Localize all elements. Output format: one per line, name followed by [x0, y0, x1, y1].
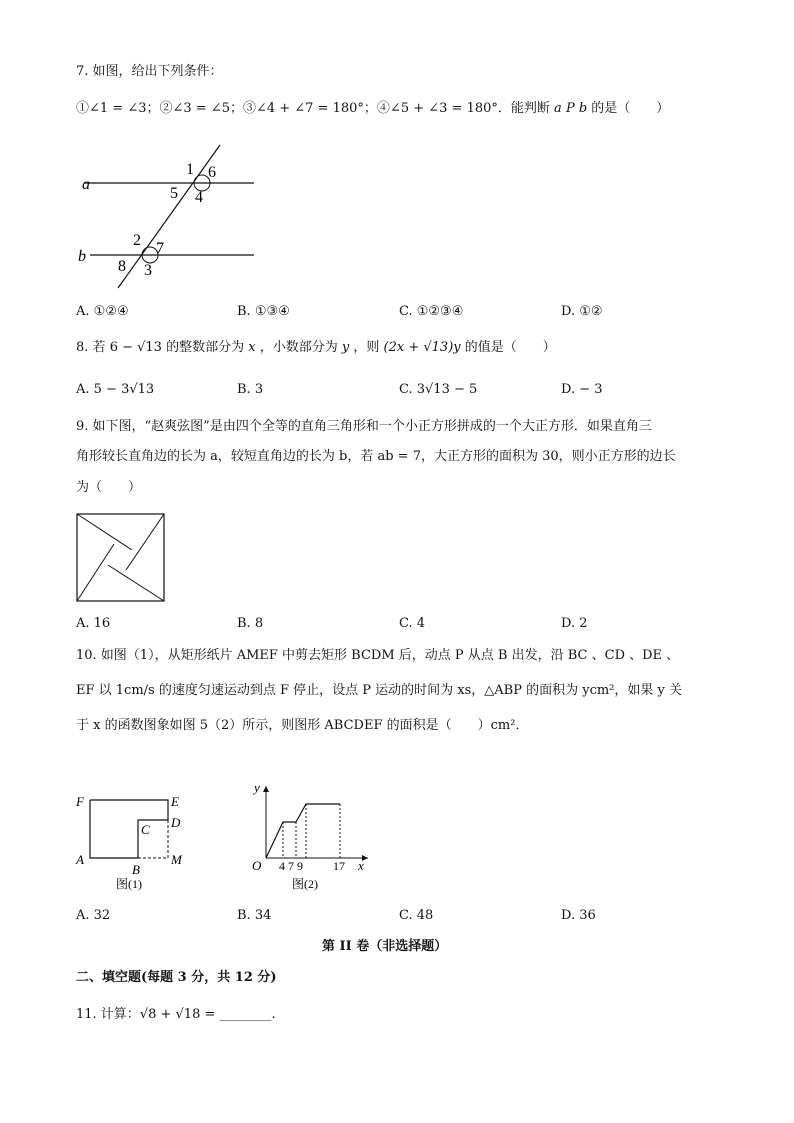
- q8-mid2: ，小数部分为: [259, 340, 338, 355]
- q10-f1-B: B: [132, 862, 140, 877]
- q10-f2-17: 17: [333, 859, 345, 873]
- q9-line3: 为（ ）: [76, 480, 142, 495]
- q8-y: y: [341, 340, 350, 355]
- q9-option-d[interactable]: D. 2: [561, 616, 588, 631]
- q7-option-d[interactable]: D. ①②: [561, 304, 603, 319]
- q7-fig-5: 5: [170, 185, 178, 202]
- q7-fig-8: 8: [118, 258, 126, 275]
- q8-expr2: (2x + √13)y: [383, 340, 461, 355]
- q10-f2-ticks: 4 7 9: [279, 859, 303, 873]
- q10-figure-1: [72, 790, 192, 900]
- q10-option-d[interactable]: D. 36: [561, 908, 596, 923]
- q7-line-b: b: [578, 101, 588, 116]
- q8-end: 的值是（ ）: [464, 340, 556, 355]
- section-title: 第 II 卷（非选择题）: [322, 939, 448, 954]
- q10-option-b[interactable]: B. 34: [237, 908, 272, 923]
- q10-line3: 于 x 的函数图象如图 5（2）所示，则图形 ABCDEF 的面积是（ ）cm²．: [76, 718, 529, 733]
- q7-fig-b: b: [78, 248, 86, 265]
- q7-fig-7: 7: [156, 240, 164, 257]
- q9-option-b[interactable]: B. 8: [237, 616, 264, 631]
- q8-expr: 6 − √13: [109, 340, 162, 355]
- q8-prefix: 8. 若: [76, 340, 106, 355]
- q7-parallel: P: [565, 101, 575, 116]
- q7-fig-6: 6: [208, 164, 216, 181]
- q7-tail: 的是（ ）: [591, 101, 670, 116]
- q9-line2: 角形较长直角边的长为 a，较短直角边的长为 b，若 ab = 7，大正方形的面积为 30，则小正方形的边长: [76, 449, 676, 464]
- q8-option-c[interactable]: C. 3√13 − 5: [399, 382, 478, 397]
- q10-option-a[interactable]: A. 32: [76, 908, 111, 923]
- q10-f1-E: E: [171, 794, 179, 809]
- q8-mid3: ，则: [353, 340, 380, 355]
- q10-line1: 10. 如图（1），从矩形纸片 AMEF 中剪去矩形 BCDM 后，动点 P 从点 B 出发，沿 BC 、CD 、DE 、: [76, 648, 680, 663]
- q7-option-a[interactable]: A. ①②④: [76, 304, 129, 319]
- q11-text: 11. 计算：√8 + √18 = ________.: [76, 1007, 276, 1022]
- q10-f1-F: F: [76, 794, 84, 809]
- q7-option-b[interactable]: B. ①③④: [237, 304, 290, 319]
- q10-f1-C: C: [141, 822, 150, 837]
- q8-mid1: 的整数部分为: [166, 340, 245, 355]
- q8-option-a[interactable]: A. 5 − 3√13: [76, 382, 155, 397]
- q9-option-a[interactable]: A. 16: [76, 616, 111, 631]
- q7-fig-4: 4: [195, 189, 203, 206]
- q9-figure: [76, 513, 166, 603]
- q10-f2-O: O: [252, 858, 262, 873]
- q7-conditions-line: [76, 99, 669, 119]
- q10-f1-D: D: [171, 815, 181, 830]
- q8-option-d[interactable]: D. − 3: [561, 382, 603, 397]
- q8-x: x: [248, 340, 256, 355]
- section-part-heading: 二、填空题(每题 3 分，共 12 分): [76, 970, 277, 985]
- q10-option-c[interactable]: C. 48: [399, 908, 434, 923]
- q7-fig-2: 2: [133, 232, 141, 249]
- q7-fig-a: a: [82, 176, 90, 193]
- q7-conditions: ①∠1 = ∠3；②∠3 = ∠5；③∠4 + ∠7 = 180°；④∠5 + ∠3 = 180°．能判断: [76, 101, 550, 116]
- q10-f1-caption: 图(1): [116, 877, 142, 891]
- q7-fig-1: 1: [186, 161, 194, 178]
- q9-line1: 9. 如下图，“赵爽弦图”是由四个全等的直角三角形和一个小正方形拼成的一个大正方形．如果直角三: [76, 419, 652, 434]
- q7-fig-3: 3: [144, 262, 152, 279]
- q10-f2-x: x: [358, 858, 364, 873]
- q10-f1-A: A: [76, 852, 84, 867]
- q10-f2-caption: 图(2): [292, 877, 318, 891]
- q8-stem: [76, 338, 556, 358]
- q7-stem: 7. 如图，给出下列条件：: [76, 64, 223, 79]
- q7-figure: [70, 140, 270, 290]
- q7-option-c[interactable]: C. ①②③④: [399, 304, 464, 319]
- q10-figure-2: [240, 780, 380, 895]
- q9-option-c[interactable]: C. 4: [399, 616, 426, 631]
- q10-line2: EF 以 1cm/s 的速度匀速运动到点 F 停止，设点 P 运动的时间为 xs，△ABP 的面积为 ycm²，如果 y 关: [76, 683, 682, 698]
- q10-f2-y: y: [254, 780, 260, 795]
- q10-f1-M: M: [171, 852, 182, 867]
- q8-option-b[interactable]: B. 3: [237, 382, 264, 397]
- q7-line-a: a: [554, 101, 562, 116]
